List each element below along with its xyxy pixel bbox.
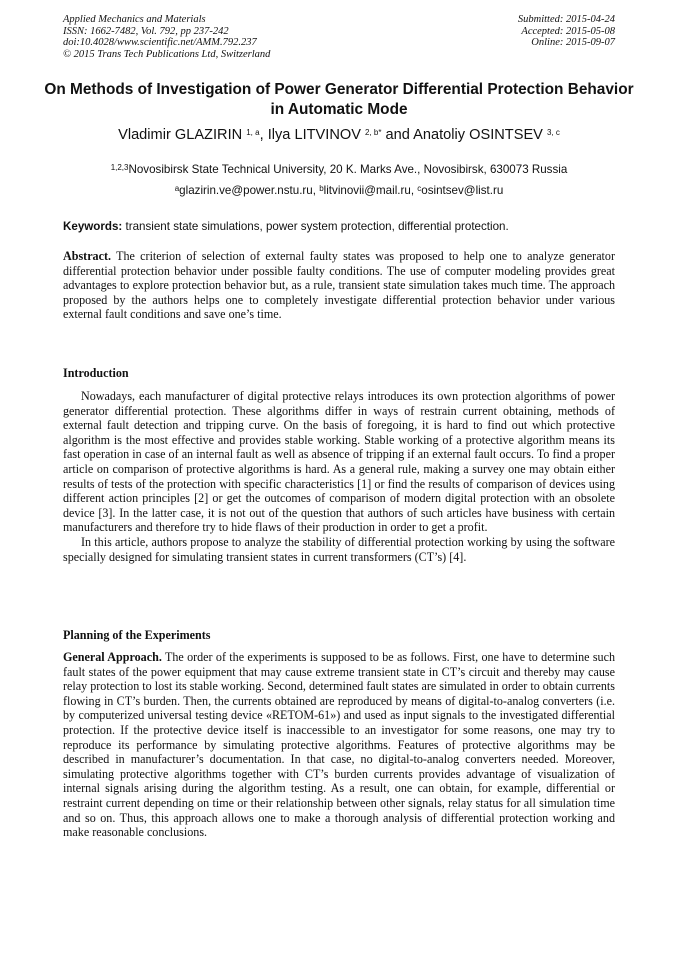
journal-info — [63, 14, 270, 60]
author-superscript: 3, c — [546, 128, 560, 137]
author-name: Ilya LITVINOV — [267, 127, 361, 143]
keywords-label: Keywords: — [63, 220, 123, 233]
introduction-heading: Introduction — [63, 366, 129, 380]
keywords-text: transient state simulations, power system protection, differential protection. — [122, 220, 509, 233]
accepted-date: Accepted: 2015-05-08 — [521, 25, 615, 37]
abstract-label: Abstract. — [63, 249, 112, 263]
email-link[interactable]: litvinovii@mail.ru — [323, 184, 411, 197]
email-link[interactable]: osintsev@list.ru — [421, 184, 504, 197]
paragraph: In this article, authors propose to analyze the stability of differential protection working by using the software specially designed for simulating transient states in current transformers (CT’s) [4]. — [63, 534, 615, 564]
author-list — [40, 126, 638, 144]
email-separator: , — [312, 184, 320, 197]
author-emails — [40, 184, 638, 198]
author-name: Vladimir GLAZIRIN — [118, 127, 243, 143]
abstract — [63, 249, 615, 322]
affiliation-text: Novosibirsk State Technical University, 20 K. Marks Ave., Novosibirsk, 630073 Russia — [128, 163, 568, 176]
paragraph: Nowadays, each manufacturer of digital protective relays introduces its own protection algorithms of power generator differential protection. These algorithms differ in ways of restrain current obtaining, methods of external fault detection and tripping curve. On the basis of foregoing, it is hard to find out which protective algorithm is the most effective and provides stable working. Stable working of a protective algorithm means its fast operation in case of an internal fault as well as absence of tripping if an external fault occurs. To find a proper article on comparison of protective algorithms is hard. As a general rule, making a survey one may obtain either results of tests of the protection with specific characteristics [1] or find the results of comparison of devices using different action principles [2] or get the outcomes of comparison of modern digital protection with an obsolete device [3]. In the latter case, it is not out of the question that authors of such articles have business with certain manufacturers and therefore try to hide flaws of their production in order to get a profit. — [63, 389, 615, 535]
planning-heading: Planning of the Experiments — [63, 628, 211, 642]
email-separator: , — [410, 184, 418, 197]
general-approach-label: General Approach. — [63, 650, 162, 664]
introduction-body — [63, 389, 615, 564]
abstract-text: The criterion of selection of external faulty states was proposed to help one to analyze generator differential protection behavior under possible faulty conditions. The use of computer modeling provides great advantages to explore protection behavior but, as a rule, transient state simulation takes much time. The approach proposed by the authors helps one to completely investigate differential protection behavior under various external fault conditions and save one’s time. — [63, 249, 615, 322]
author-superscript: 1, a — [246, 128, 260, 137]
journal-name: Applied Mechanics and Materials — [63, 14, 206, 25]
keywords — [63, 220, 615, 234]
author-separator: , — [259, 127, 268, 143]
affiliation — [40, 163, 638, 177]
email-superscript: b — [319, 184, 324, 193]
doi: doi:10.4028/www.scientific.net/AMM.792.237 — [63, 37, 257, 48]
email-superscript: a — [174, 184, 180, 193]
author-superscript: 2, b* — [365, 128, 382, 137]
issn-volume: ISSN: 1662-7482, Vol. 792, pp 237-242 — [63, 25, 229, 37]
paper-title: On Methods of Investigation of Power Generator Differential Protection Behavior in Automatic Mode — [44, 81, 634, 118]
author-name: Anatoliy OSINTSEV — [413, 127, 543, 143]
online-date: Online: 2015-09-07 — [531, 37, 615, 48]
publication-dates — [518, 14, 615, 49]
email-link[interactable]: glazirin.ve@power.nstu.ru — [179, 184, 313, 197]
general-approach-text: The order of the experiments is supposed to be as follows. First, one have to determine such fault states of the power equipment that may cause extreme transient state in CT’s circuit and thereby may cause relay protection to lost its stable working. Second, determined fault states are simulated in order to obtain currents flowing in CT’s burden. Then, the currents obtained are reproduced by means of digital-to-analog converters (i.e. by computerized universal testing device «RETOM-61») and used as input signals to the investigated differential protection. If the protective device itself is inaccessible to an investigator for some reasons, one may try to reproduce its performance by simulating protective algorithms. Features of protective algorithms may be described in manufacturer’s documentation. In that case, no digital-to-analog converters needed. Moreover, simulating protective algorithms together with CT’s burden currents provides advantage of visualization of internal signals arising during the algorithm testing. As a result, one can obtain, for example, differential or restraint current depending on time or their relationship between other signals, relay status for all simulation time and so on. Thus, this approach allows one to make a thorough analysis of differential protection working and make reasonable conclusions. — [63, 650, 615, 840]
copyright: © 2015 Trans Tech Publications Ltd, Switzerland — [63, 48, 271, 60]
author-separator: and — [381, 127, 414, 143]
email-superscript: c — [417, 184, 422, 193]
general-approach — [63, 650, 615, 840]
affiliation-superscript: 1,2,3 — [110, 163, 129, 172]
submitted-date: Submitted: 2015-04-24 — [517, 14, 615, 25]
